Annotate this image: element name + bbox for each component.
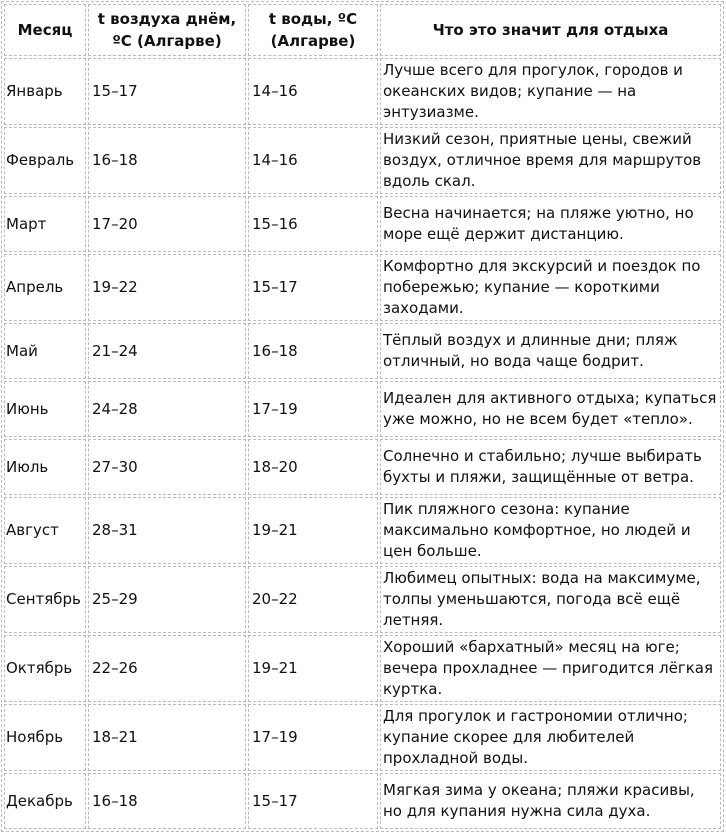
month-cell: Июль [4, 439, 86, 495]
month-cell: Август [4, 497, 86, 564]
water-temp-cell: 16–18 [248, 323, 378, 379]
meaning-cell: Комфортно для экскурсий и поездок по побережью; купание — короткими заходами. [380, 254, 721, 321]
table-row [4, 254, 721, 321]
month-cell: Декабрь [4, 773, 86, 829]
table-row [4, 566, 721, 633]
month-cell: Сентябрь [4, 566, 86, 633]
air-temp-cell: 21–24 [88, 323, 246, 379]
table-row [4, 704, 721, 771]
meaning-cell: Для прогулок и гастрономии отлично; купание скорее для любителей прохладной воды. [380, 704, 721, 771]
header-row [4, 4, 721, 56]
month-cell: Январь [4, 58, 86, 125]
water-temp-cell: 18–20 [248, 439, 378, 495]
air-temp-cell: 16–18 [88, 127, 246, 194]
water-temp-cell: 20–22 [248, 566, 378, 633]
meaning-cell: Лучше всего для прогулок, городов и океанских видов; купание — на энтузиазме. [380, 58, 721, 125]
table-row [4, 196, 721, 252]
water-temp-cell: 19–21 [248, 497, 378, 564]
air-temp-cell: 22–26 [88, 635, 246, 702]
air-temp-cell: 24–28 [88, 381, 246, 437]
air-temp-cell: 18–21 [88, 704, 246, 771]
meaning-cell: Пик пляжного сезона: купание максимально комфортное, но людей и цен больше. [380, 497, 721, 564]
water-temp-cell: 14–16 [248, 127, 378, 194]
meaning-cell: Мягкая зима у океана; пляжи красивы, но для купания нужна сила духа. [380, 773, 721, 829]
climate-table [1, 1, 724, 832]
table-row [4, 497, 721, 564]
table-row [4, 439, 721, 495]
air-temp-cell: 17–20 [88, 196, 246, 252]
air-temp-cell: 27–30 [88, 439, 246, 495]
air-temp-cell: 19–22 [88, 254, 246, 321]
air-temp-cell: 28–31 [88, 497, 246, 564]
meaning-cell: Любимец опытных: вода на максимуме, толпы уменьшаются, погода всё ещё летняя. [380, 566, 721, 633]
month-cell: Март [4, 196, 86, 252]
header-water-temp: t воды, ºC (Алгарве) [248, 4, 378, 56]
meaning-cell: Весна начинается; на пляже уютно, но море ещё держит дистанцию. [380, 196, 721, 252]
water-temp-cell: 14–16 [248, 58, 378, 125]
month-cell: Ноябрь [4, 704, 86, 771]
table-row [4, 381, 721, 437]
table-row [4, 58, 721, 125]
meaning-cell: Низкий сезон, приятные цены, свежий воздух, отличное время для маршрутов вдоль скал. [380, 127, 721, 194]
month-cell: Июнь [4, 381, 86, 437]
water-temp-cell: 15–16 [248, 196, 378, 252]
air-temp-cell: 25–29 [88, 566, 246, 633]
meaning-cell: Солнечно и стабильно; лучше выбирать бухты и пляжи, защищённые от ветра. [380, 439, 721, 495]
air-temp-cell: 15–17 [88, 58, 246, 125]
table-row [4, 773, 721, 829]
header-month: Месяц [4, 4, 86, 56]
water-temp-cell: 15–17 [248, 773, 378, 829]
water-temp-cell: 19–21 [248, 635, 378, 702]
meaning-cell: Хороший «бархатный» месяц на юге; вечера прохладнее — пригодится лёгкая куртка. [380, 635, 721, 702]
header-meaning: Что это значит для отдыха [380, 4, 721, 56]
air-temp-cell: 16–18 [88, 773, 246, 829]
header-air-temp: t воздуха днём, ºC (Алгарве) [88, 4, 246, 56]
water-temp-cell: 17–19 [248, 381, 378, 437]
table-row [4, 635, 721, 702]
month-cell: Октябрь [4, 635, 86, 702]
meaning-cell: Тёплый воздух и длинные дни; пляж отличный, но вода чаще бодрит. [380, 323, 721, 379]
month-cell: Апрель [4, 254, 86, 321]
table-row [4, 127, 721, 194]
water-temp-cell: 15–17 [248, 254, 378, 321]
meaning-cell: Идеален для активного отдыха; купаться уже можно, но не всем будет «тепло». [380, 381, 721, 437]
month-cell: Февраль [4, 127, 86, 194]
month-cell: Май [4, 323, 86, 379]
table-row [4, 323, 721, 379]
water-temp-cell: 17–19 [248, 704, 378, 771]
